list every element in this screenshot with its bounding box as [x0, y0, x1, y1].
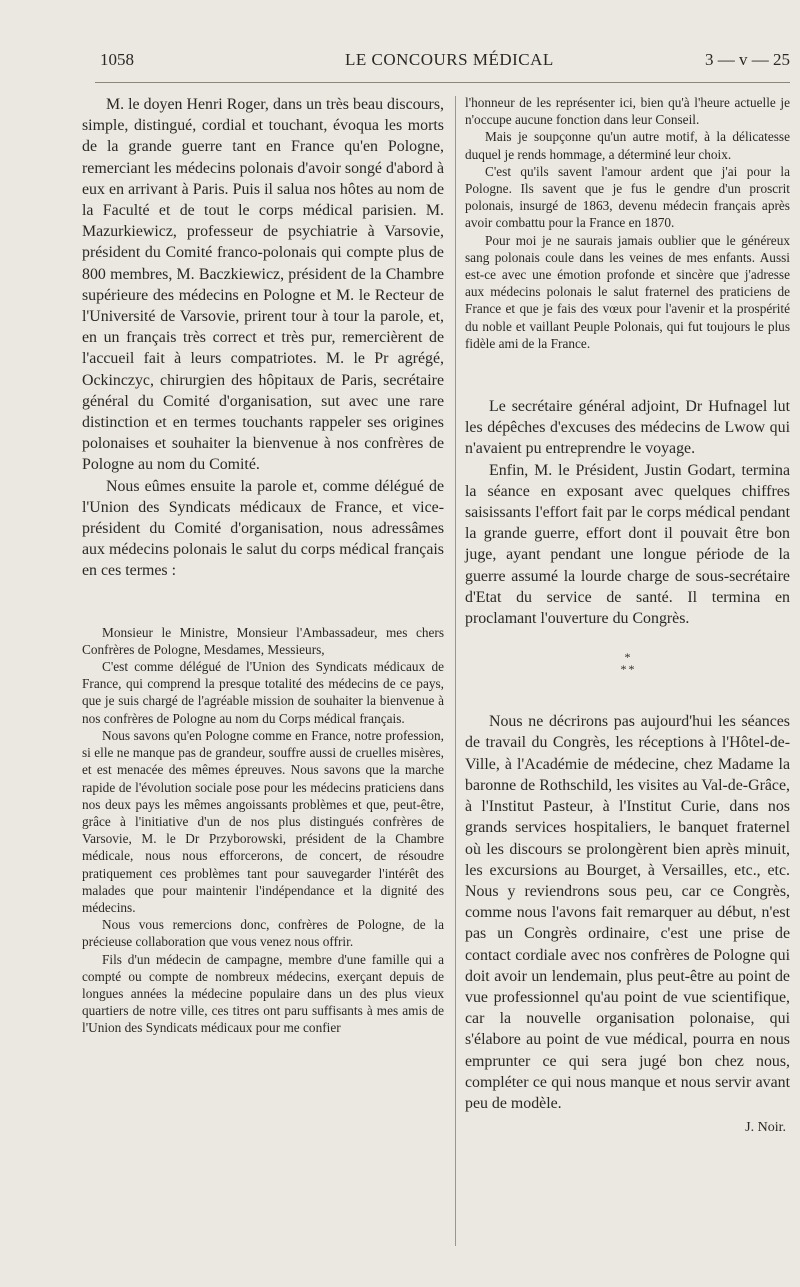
- paragraph: Nous vous remercions donc, confrères de Pologne, de la précieuse collaboration que vous venez nous offrir.: [82, 917, 444, 950]
- paragraph: M. le doyen Henri Roger, dans un très beau discours, simple, distingué, cordial et touchant, évoqua les morts de la grande guerre tant en France qu'en Pologne, remerciant les médecins polonais d'avoir songé d'abord à eux en arrivant à Paris. Puis il salua nos hôtes au nom de la Faculté et de tout le corps médical parisien. M. Mazurkiewicz, professeur de psychiatrie à Varsovie, président du Comité franco-polonais qui compte plus de 800 membres, M. Baczkiewicz, président de la Chambre supérieure des médecins en Pologne et M. le Recteur de l'Université de Varsovie, prirent tour à tour la parole, et, en un français très correct et très pur, remercièrent de l'accueil fait à leurs compatriotes. M. le Pr agrégé, Ockinczyc, chirurgien des hôpitaux de Paris, secrétaire général du Comité d'organisation, sut avec une rare distinction et en termes touchants rappeler ses origines polonaises et souhaiter la bienvenue à nos confrères de Pologne au nom du Comité.: [82, 96, 444, 474]
- journal-title: LE CONCOURS MÉDICAL: [345, 50, 554, 69]
- paragraph: Le secrétaire général adjoint, Dr Hufnagel lut les dépêches d'excuses des médecins de Lwow qui n'avaient pu entreprendre le voyage.: [465, 398, 790, 458]
- header-rule: [95, 82, 790, 83]
- page-number: 1058: [100, 50, 134, 69]
- paragraph: l'honneur de les représenter ici, bien qu'à l'heure actuelle je n'occupe aucune fonction dans leur Conseil.: [465, 95, 790, 128]
- section-separator: [465, 651, 790, 675]
- paragraph: Enfin, M. le Président, Justin Godart, termina la séance en exposant avec quelques chiffres saisissants l'effort fait par le corps médical pendant la grande guerre, effort dont il pouvait être bon juge, ayant pendant une longue période de la guerre assumé la lourde charge de sous-secrétaire d'Etat du service de santé. Il termina en proclamant l'ouverture du Congrès.: [465, 461, 790, 628]
- star-mark: *: [620, 662, 627, 677]
- page-header: [100, 50, 790, 74]
- star-mark: *: [624, 650, 631, 665]
- final-section: [465, 711, 790, 1114]
- column-divider: [455, 96, 456, 1246]
- paragraph: Monsieur le Ministre, Monsieur l'Ambassadeur, mes chers Confrères de Pologne, Mesdames, Messieurs,: [82, 624, 444, 657]
- paragraph: Fils d'un médecin de campagne, membre d'une famille qui a compté ou compte de nombreux médecins, exerçant depuis de longues années la médecine populaire dans un des plus vieux quartiers de notre ville, ces titres ont paru suffisants à mes amis de l'Union des Syndicats médicaux pour me confier: [82, 951, 444, 1036]
- paragraph: Pour moi je ne saurais jamais oublier que le généreux sang polonais coule dans les veines de mes enfants. Aussi est-ce avec une émotion profonde et sincère que j'adresse aux médecins polonais le salut fraternel des praticiens de France et que je fais des vœux pour l'avenir et la prospérité du noble et vaillant Peuple Polonais, qui fut toujours le plus fidèle ami de la France.: [465, 232, 790, 351]
- speech-continued: [465, 94, 790, 352]
- closing-section: [465, 396, 790, 629]
- speech-section: [82, 624, 444, 1037]
- author-signature: J. Noir.: [745, 1120, 786, 1136]
- paragraph: Mais je soupçonne qu'un autre motif, à la délicatesse duquel je rends hommage, a déterminé leur choix.: [465, 129, 790, 162]
- star-mark: *: [628, 662, 635, 677]
- right-column: [465, 94, 790, 1136]
- left-column: [82, 94, 444, 1037]
- paragraph: Nous ne décrirons pas aujourd'hui les séances de travail du Congrès, les réceptions à l'Hôtel-de-Ville, à l'Académie de médecine, chez Madame la baronne de Rothschild, les visites au Val-de-Grâce, à l'Institut Pasteur, à l'Institut Curie, dans nos grands services hospitaliers, le banquet fraternel où les discours se prolongèrent bien après minuit, les excursions au Bourget, à Versailles, etc., etc. Nous y reviendrons sous peu, car ce Congrès, comme nous l'avons fait remarquer au début, n'est pas un Congrès ordinaire, c'est une prise de contact cordiale avec nos confrères de Pologne qui doit avoir un lendemain, plus peut-être au point de vue professionnel qu'au point de vue scientifique, car la nouvelle organisation polonaise, qui s'élabore au point de vue médical, pourra en nous emprunter ce qui sera jugé bon chez nous, compléter ce qui nous manque et nous servir avant peu de modèle.: [465, 713, 790, 1112]
- intro-section: [82, 94, 444, 582]
- paragraph: C'est qu'ils savent l'amour ardent que j'ai pour la Pologne. Ils savent que je fus le gendre d'un proscrit polonais, insurgé de 1863, devenu médecin français après avoir combattu pour la France en 1870.: [465, 163, 790, 231]
- paragraph: C'est comme délégué de l'Union des Syndicats médicaux de France, qui comprend la presque totalité des médecins de ce pays, que je suis chargé de l'agréable mission de souhaiter la bienvenue à nos confrères de Pologne au nom du Corps médical français.: [82, 659, 444, 726]
- issue-date: 3 — v — 25: [705, 50, 790, 69]
- paragraph: Nous eûmes ensuite la parole et, comme délégué de l'Union des Syndicats médicaux de France, et vice-président du Comité d'organisation, nous adressâmes aux médecins polonais le salut du corps médical français en ces termes :: [82, 477, 444, 580]
- paragraph: Nous savons qu'en Pologne comme en France, notre profession, si elle ne manque pas de grandeur, souffre aussi de cruelles misères, et est menacée des mêmes épreuves. Nous savons que la marche rapide de l'évolution sociale pose pour les médecins praticiens dans nos deux pays les mêmes angoissants problèmes et que, peut-être, grâce à l'initiative d'un de nos plus distingués confrères de Varsovie, M. le Dr Przyborowski, président de la Chambre médicale, nous nous efforcerons, de concert, de résoudre pratiquement ces problèmes tant pour sauvegarder l'intérêt des malades que pour maintenir l'indépendance et la dignité des médecins.: [82, 727, 444, 915]
